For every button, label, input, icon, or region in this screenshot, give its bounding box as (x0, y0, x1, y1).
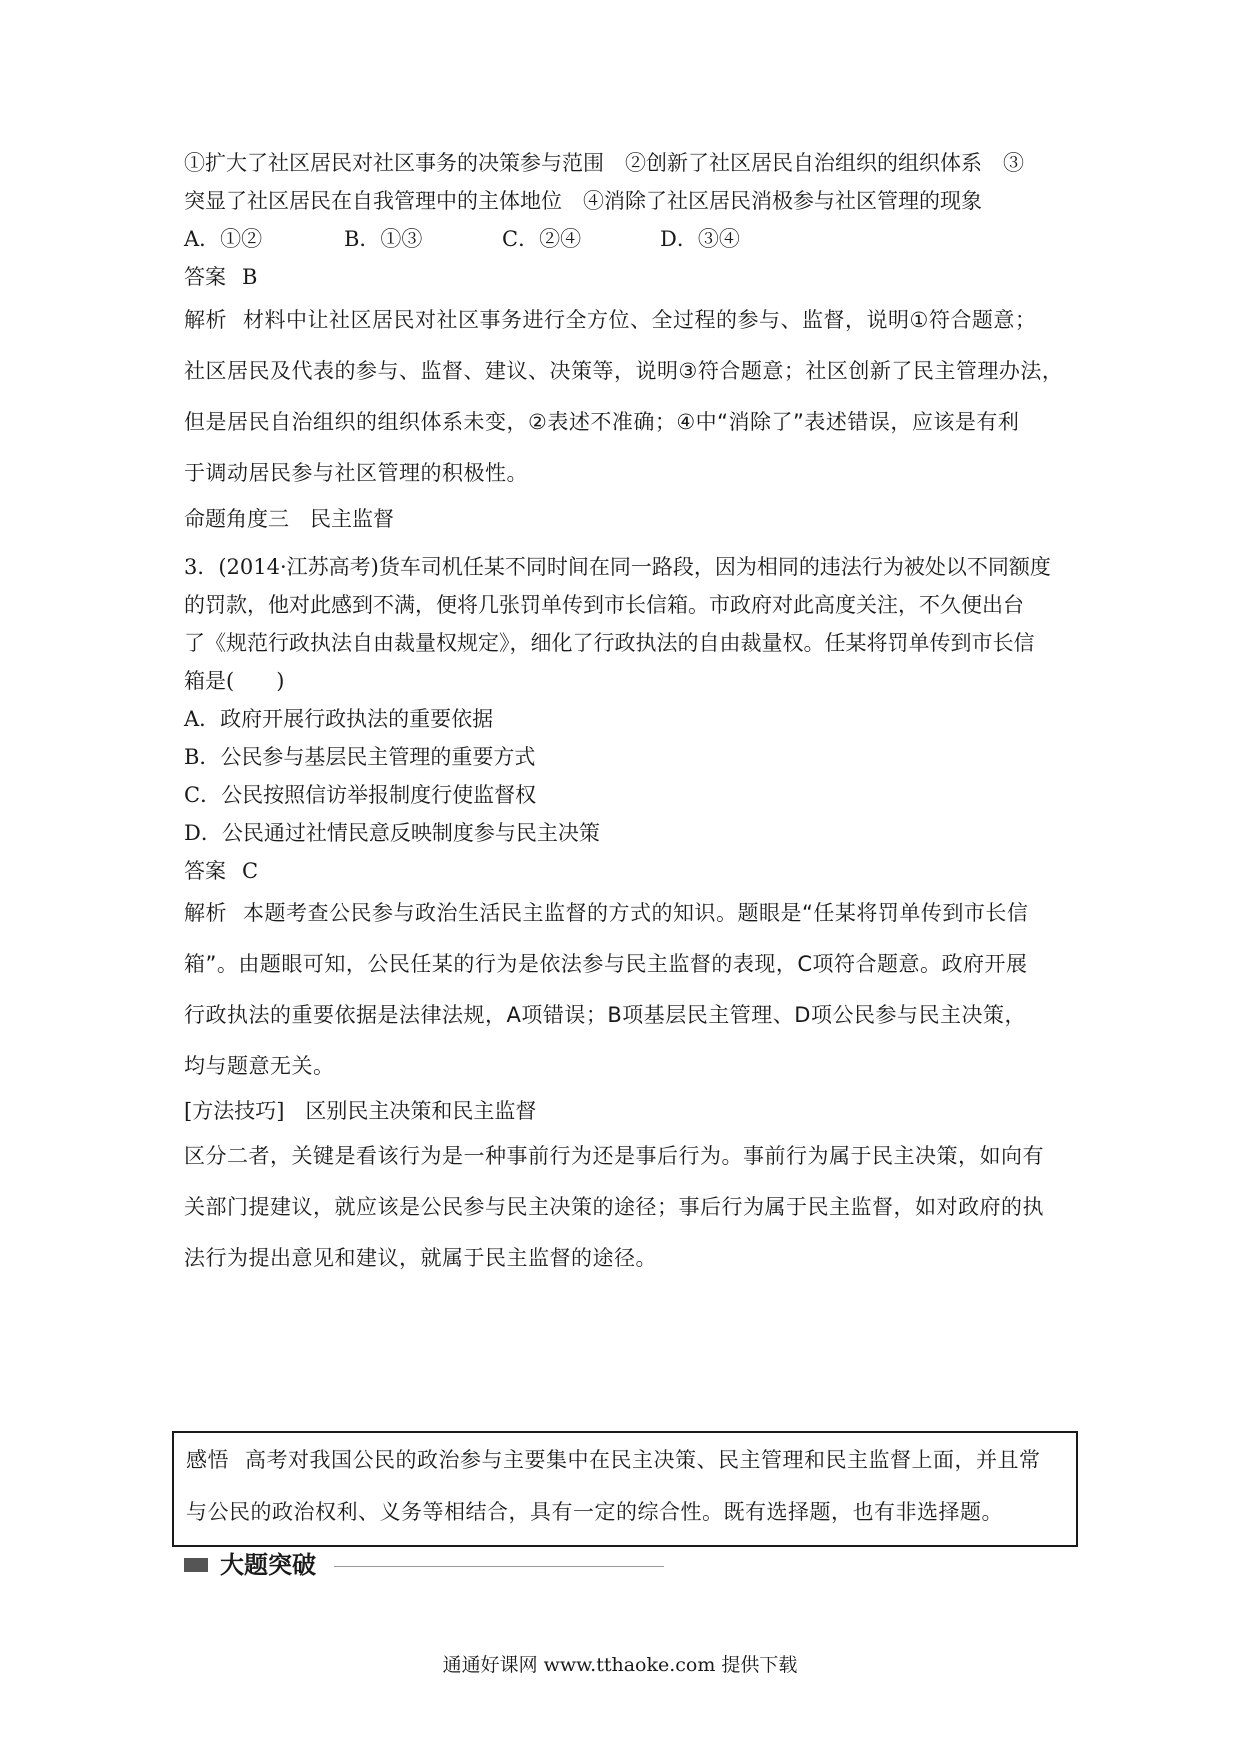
q3-analysis-line-3: 行政执法的重要依据是法律法规，A项错误；B项基层民主管理、D项公民参与民主决策， (184, 1003, 1026, 1027)
analysis-text: 材料中让社区居民对社区事务进行全方位、全过程的参与、监督，说明①符合题意； (243, 308, 1037, 332)
analysis-label: 解析 (184, 901, 227, 925)
prev-option-a: A．①② (184, 227, 263, 251)
method-line-3: 法行为提出意见和建议，就属于民主监督的途径。 (184, 1246, 657, 1270)
section-heading (184, 1548, 684, 1582)
q3-stem-line-3: 了《规范行政执法自由裁量权规定》，细化了行政执法的自由裁量权。任某将罚单传到市长信 (184, 631, 1035, 655)
q3-option-d: D．公民通过社情民意反映制度参与民主决策 (184, 821, 600, 845)
section-marker (184, 1558, 208, 1572)
statement-line-1: ①扩大了社区居民对社区事务的决策参与范围 ②创新了社区居民自治组织的组织体系 ③ (184, 151, 1024, 175)
answer-value: B (242, 265, 258, 289)
q3-stem-line-1: 3．(2014·江苏高考)货车司机任某不同时间在同一路段，因为相同的违法行为被处以不同额度 (184, 555, 1051, 579)
q3-analysis-line-1 (184, 898, 1074, 928)
q3-answer (184, 856, 1074, 886)
prev-option-b: B．①③ (344, 227, 423, 251)
insight-box (172, 1431, 1078, 1547)
footer-watermark: 通通好课网 www.tthaoke.com 提供下载 (442, 1654, 798, 1676)
answer-value: C (242, 859, 259, 883)
section-rule (334, 1566, 664, 1567)
prev-option-c: C．②④ (502, 227, 582, 251)
section-title: 大题突破 (220, 1551, 316, 1579)
answer-label: 答案 (184, 859, 226, 883)
q3-analysis-line-4: 均与题意无关。 (184, 1054, 335, 1078)
insight-label: 感悟 (186, 1448, 229, 1472)
method-line-2: 关部门提建议，就应该是公民参与民主决策的途径；事后行为属于民主监督，如对政府的执 (184, 1195, 1044, 1219)
answer-label: 答案 (184, 265, 226, 289)
insight-line-2: 与公民的政治权利、义务等相结合，具有一定的综合性。既有选择题，也有非选择题。 (186, 1500, 1003, 1524)
subheading: 命题角度三 民主监督 (184, 507, 394, 531)
prev-answer (184, 262, 1074, 292)
q3-analysis-line-2: 箱”。由题眼可知，公民任某的行为是依法参与民主监督的表现，C项符合题意。政府开展 (184, 952, 1028, 976)
analysis-text: 本题考查公民参与政治生活民主监督的方式的知识。题眼是“任某将罚单传到市长信 (243, 901, 1029, 925)
prev-option-d: D．③④ (660, 227, 740, 251)
method-heading: [方法技巧] 区别民主决策和民主监督 (184, 1099, 537, 1123)
method-line-1: 区分二者，关键是看该行为是一种事前行为还是事后行为。事前行为属于民主决策，如向有 (184, 1144, 1044, 1168)
prev-analysis-line-1 (184, 305, 1074, 335)
insight-text: 高考对我国公民的政治参与主要集中在民主决策、民主管理和民主监督上面，并且常 (245, 1448, 1041, 1472)
insight-line-1 (186, 1445, 1066, 1475)
q3-option-b: B．公民参与基层民主管理的重要方式 (184, 745, 536, 769)
q3-option-c: C．公民按照信访举报制度行使监督权 (184, 783, 537, 807)
q3-stem-line-2: 的罚款，他对此感到不满，便将几张罚单传到市长信箱。市政府对此高度关注，不久便出台 (184, 593, 1024, 617)
prev-analysis-line-4: 于调动居民参与社区管理的积极性。 (184, 461, 528, 485)
prev-analysis-line-2: 社区居民及代表的参与、监督、建议、决策等，说明③符合题意；社区创新了民主管理办法， (184, 359, 1064, 383)
q3-stem-line-4: 箱是( ) (184, 669, 285, 693)
analysis-label: 解析 (184, 308, 227, 332)
prev-analysis-line-3: 但是居民自治组织的组织体系未变，②表述不准确；④中“消除了”表述错误，应该是有利 (184, 410, 1020, 434)
q3-option-a: A．政府开展行政执法的重要依据 (184, 707, 494, 731)
statement-line-2: 突显了社区居民在自我管理中的主体地位 ④消除了社区居民消极参与社区管理的现象 (184, 189, 982, 213)
